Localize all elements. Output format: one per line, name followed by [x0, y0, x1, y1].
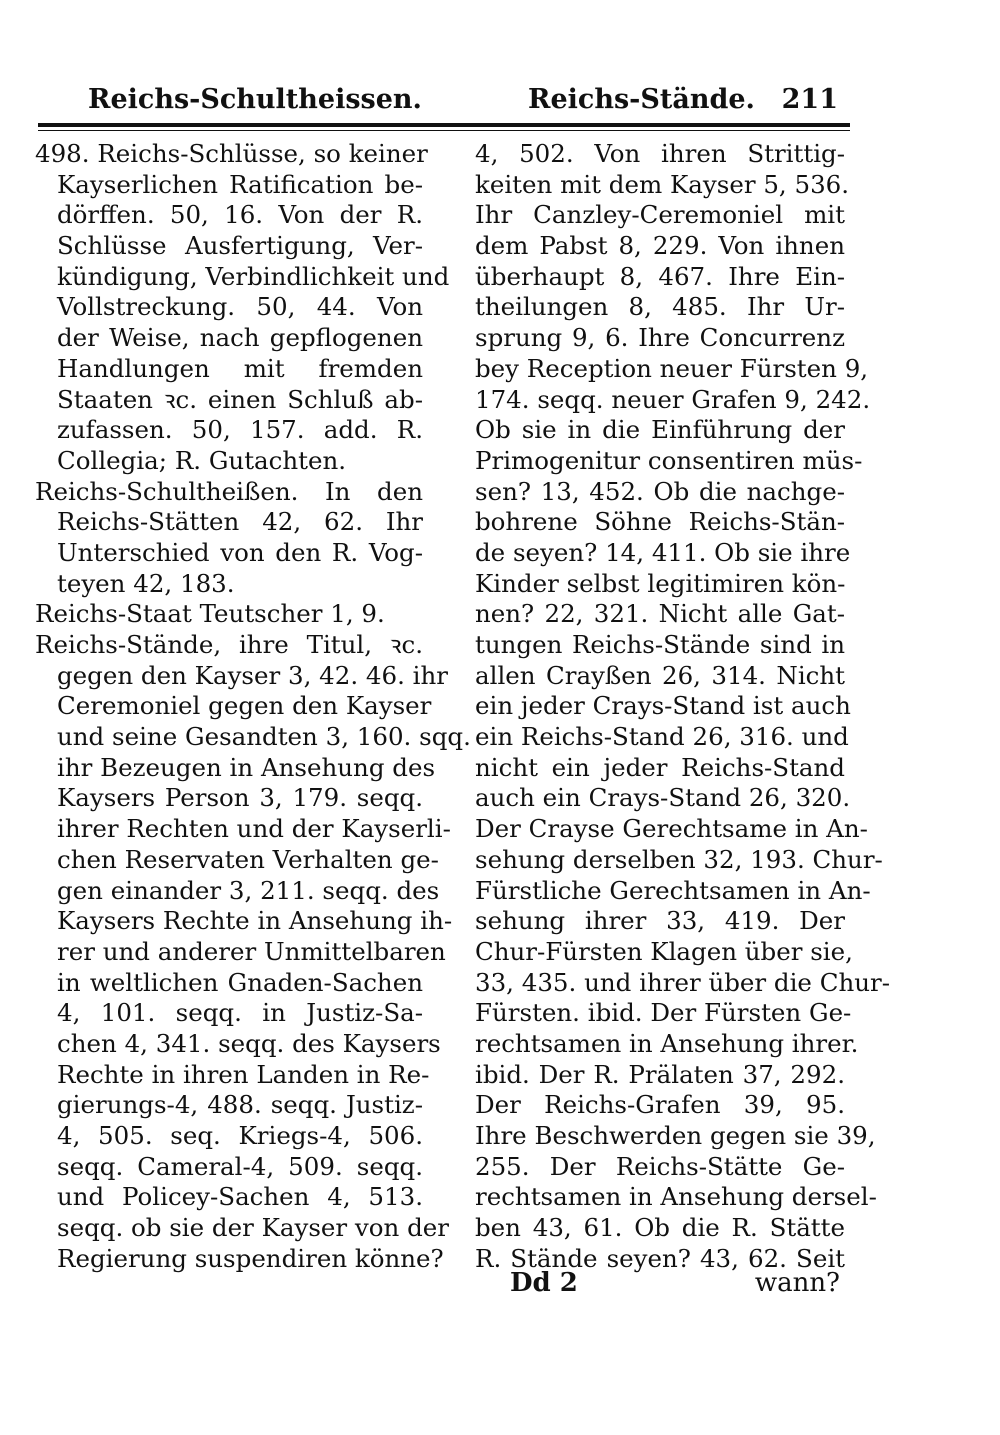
right-column-line: bey Reception neuer Fürsten 9, [475, 353, 869, 383]
left-column-line: Ceremoniel gegen den Kayser [57, 691, 432, 721]
right-column-line: sen? 13, 452. Ob die nachge- [475, 476, 845, 506]
left-column-line: Handlungen mit fremden [57, 353, 423, 383]
left-column-line: teyen 42, 183. [57, 568, 235, 598]
right-column-line: ein jeder Crays-Stand ist auch [475, 691, 851, 721]
left-column-line: chen Reservaten Verhalten ge- [57, 844, 439, 874]
right-column-line: sprung 9, 6. Ihre Concurrenz [475, 323, 845, 353]
right-column-line: sehung derselben 32, 193. Chur- [475, 844, 883, 874]
left-column-line: rer und anderer Unmittelbaren [57, 936, 446, 966]
right-column-line: bohrene Söhne Reichs-Stän- [475, 507, 845, 537]
left-column-line: und Policey-Sachen 4, 513. [57, 1182, 423, 1212]
right-column-line: Kinder selbst legitimiren kön- [475, 568, 846, 598]
right-column-line: ben 43, 61. Ob die R. Stätte [475, 1213, 845, 1243]
left-column-line: Unterschied von den R. Vog- [57, 537, 423, 567]
right-column [475, 139, 891, 1274]
catchword: wann? [754, 1268, 840, 1298]
left-column-line: Regierung suspendiren könne? [57, 1243, 444, 1273]
left-column-line: 498. Reichs-Schlüsse, so keiner [35, 139, 428, 168]
left-column-line: und seine Gesandten 3, 160. sqq. [57, 722, 471, 752]
left-column-line: in weltlichen Gnaden-Sachen [57, 967, 423, 997]
header-rule-thin [38, 130, 850, 131]
left-column-line: gegen den Kayser 3, 42. 46. ihr [57, 660, 448, 690]
right-column-line: ibid. Der R. Prälaten 37, 292. [475, 1059, 845, 1089]
left-column-line: kündigung, Verbindlichkeit und [57, 261, 450, 291]
right-column-line: keiten mit dem Kayser 5, 536. [475, 169, 850, 199]
left-column-line: 4, 101. seqq. in Justiz-Sa- [57, 998, 423, 1028]
running-header [88, 84, 848, 124]
left-column-line: seqq. ob sie der Kayser von der [57, 1213, 449, 1243]
left-column-line: 4, 505. seq. Kriegs-4, 506. [57, 1121, 423, 1150]
left-column-line: seqq. Cameral-4, 509. seqq. [57, 1151, 423, 1181]
right-column-line: auch ein Crays-Stand 26, 320. [475, 783, 851, 813]
header-rule-thick [38, 123, 850, 127]
right-column-line: 255. Der Reichs-Stätte Ge- [475, 1151, 845, 1181]
right-column-line: Der Reichs-Grafen 39, 95. [475, 1090, 845, 1120]
right-column-line: Ihre Beschwerden gegen sie 39, [475, 1121, 876, 1150]
running-head-center: Reichs-Stände. [528, 84, 755, 115]
left-column-line: Reichs-Staat Teutscher 1, 9. [35, 599, 385, 629]
right-column-line: Der Crayse Gerechtsame in An- [475, 814, 868, 844]
right-column-line: nen? 22, 321. Nicht alle Gat- [475, 599, 845, 629]
left-column-line: dörffen. 50, 16. Von der R. [57, 200, 423, 230]
right-column-line: allen Crayßen 26, 314. Nicht [475, 660, 845, 690]
signature-mark: Dd 2 [510, 1268, 578, 1298]
right-column-line: Fürstliche Gerechtsamen in An- [475, 875, 871, 905]
right-column-line: Ob sie in die Einführung der [475, 415, 845, 445]
right-column-line: R. Stände seyen? 43, 62. Seit [475, 1243, 845, 1273]
running-head-left: Reichs-Schultheissen. [88, 84, 422, 115]
left-column-line: Kaysers Rechte in Ansehung ih- [57, 906, 453, 936]
right-column-line: überhaupt 8, 467. Ihre Ein- [475, 261, 845, 291]
left-column-line: Reichs-Stände, ihre Titul, ꝛc. [35, 630, 423, 659]
left-column-line: chen 4, 341. seqq. des Kaysers [57, 1028, 441, 1058]
left-column-line: Collegia; R. Gutachten. [57, 445, 347, 475]
right-column-line: Ihr Canzley-Ceremoniel mit [475, 200, 845, 230]
left-column-line: Rechte in ihren Landen in Re- [57, 1059, 430, 1089]
page-number: 211 [781, 84, 838, 115]
right-column-line: Primogenitur consentiren müs- [475, 445, 863, 475]
left-column-line: der Weise, nach gepflogenen [57, 323, 423, 353]
page-footer [480, 1268, 840, 1302]
right-column-line: 4, 502. Von ihren Strittig- [475, 139, 845, 168]
right-column-line: theilungen 8, 485. Ihr Ur- [475, 292, 845, 322]
left-column-line: Staaten ꝛc. einen Schluß ab- [57, 384, 423, 414]
left-column-line: Schlüsse Ausfertigung, Ver- [57, 231, 423, 261]
left-column [35, 139, 471, 1274]
right-column-line: dem Pabst 8, 229. Von ihnen [475, 231, 845, 261]
left-column-line: Reichs-Schultheißen. In den [35, 476, 423, 506]
right-column-line: Chur-Fürsten Klagen über sie, [475, 936, 853, 966]
left-column-line: gen einander 3, 211. seqq. des [57, 875, 440, 905]
right-column-line: de seyen? 14, 411. Ob sie ihre [475, 537, 851, 567]
right-column-line: nicht ein jeder Reichs-Stand [475, 752, 845, 782]
right-column-line: Fürsten. ibid. Der Fürsten Ge- [475, 998, 852, 1028]
right-column-line: tungen Reichs-Stände sind in [475, 630, 845, 659]
left-column-line: gierungs-4, 488. seqq. Justiz- [57, 1090, 423, 1120]
right-column-line: 174. seqq. neuer Grafen 9, 242. [475, 384, 871, 414]
right-column-line: sehung ihrer 33, 419. Der [475, 906, 845, 936]
left-column-line: Kayserlichen Ratification be- [57, 169, 423, 199]
left-column-line: Reichs-Stätten 42, 62. Ihr [57, 507, 423, 537]
left-column-line: ihrer Rechten und der Kayserli- [57, 814, 451, 844]
left-column-line: Kaysers Person 3, 179. seqq. [57, 783, 423, 813]
right-column-line: ein Reichs-Stand 26, 316. und [475, 722, 849, 752]
right-column-line: rechtsamen in Ansehung dersel- [475, 1182, 877, 1212]
left-column-line: Vollstreckung. 50, 44. Von [57, 292, 423, 322]
right-column-line: 33, 435. und ihrer über die Chur- [475, 967, 891, 997]
left-column-line: ihr Bezeugen in Ansehung des [57, 752, 436, 782]
left-column-line: zufassen. 50, 157. add. R. [57, 415, 423, 445]
right-column-line: rechtsamen in Ansehung ihrer. [475, 1028, 859, 1058]
